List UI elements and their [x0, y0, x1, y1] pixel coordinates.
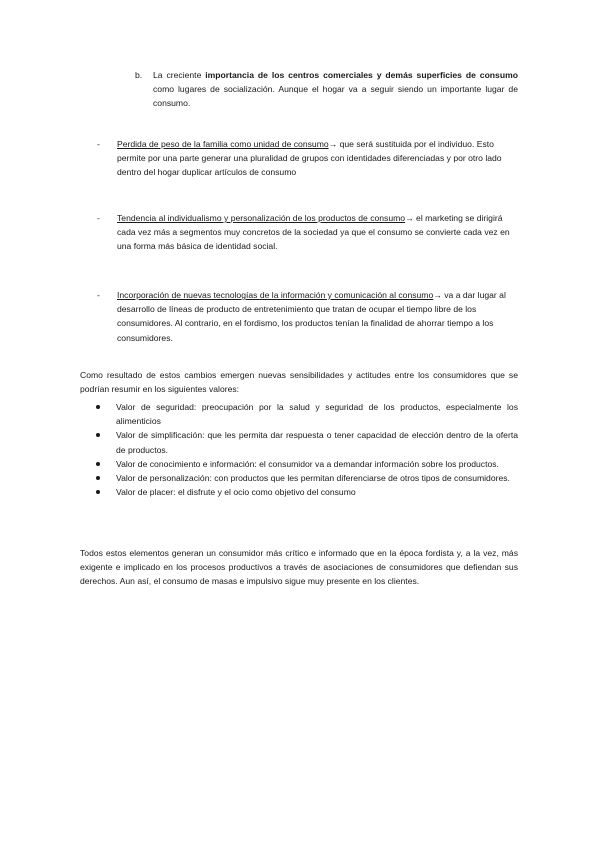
closing-paragraph: Todos estos elementos generan un consumidor más crítico e informado que en la época fordista y, a la vez, más exigente e implicado en los procesos productivos a través de asociaciones de consumidores que defiendan sus derechos. Aun así, el consumo de masas e impulsivo sigue muy presente en los clientes. — [80, 548, 518, 587]
bullet-icon — [96, 433, 100, 437]
bullet-icon — [96, 462, 100, 466]
dash-item-text — [117, 288, 519, 345]
arrow-icon: → — [433, 290, 442, 300]
list-item — [80, 471, 518, 485]
dash-item-text — [117, 137, 519, 180]
value-text: Valor de seguridad: preocupación por la salud y seguridad de los productos, especialmente los alimenticios — [116, 402, 518, 427]
dash-item-heading: Tendencia al individualismo y personalización de los productos de consumo — [117, 213, 406, 223]
item-b-pre: La creciente — [153, 70, 206, 80]
list-item-b-text — [153, 68, 518, 111]
dash-item-body: el marketing se dirigirá cada vez más a segmentos muy concretos de la sociedad ya que el consumo se convierte cada vez en una forma más básica de identidad social. — [117, 213, 510, 252]
bullet-icon — [96, 476, 100, 480]
dash-item-family — [97, 137, 519, 180]
value-text: Valor de simplificación: que les permita dar respuesta o tener capacidad de elección dentro de la oferta de productos. — [116, 430, 518, 455]
list-item — [80, 457, 518, 471]
dash-item-body: que será sustituida por el individuo. Esto permite por una parte generar una pluralidad de grupos con identidades diferenciadas y por otro lado dentro del hogar duplicar artículos de consumo — [117, 139, 502, 178]
dash-item-heading: Incorporación de nuevas tecnologías de la información y comunicación al consumo — [117, 290, 434, 300]
dash-item-technology — [97, 288, 519, 345]
value-text: Valor de placer: el disfrute y el ocio como objetivo del consumo — [116, 487, 356, 498]
arrow-icon: → — [405, 213, 414, 223]
dash-marker: - — [97, 290, 100, 300]
list-marker: b. — [135, 70, 143, 80]
item-b-bold: importancia de los centros comerciales y demás superficies de consumo — [205, 70, 518, 80]
dash-item-individualism — [97, 211, 519, 254]
dash-item-text — [117, 211, 519, 254]
bullet-icon — [96, 405, 100, 409]
value-text: Valor de personalización: con productos que les permitan diferenciarse de otros tipos de consumidores. — [116, 473, 510, 484]
list-item-b — [135, 68, 518, 111]
value-text: Valor de conocimiento e información: el consumidor va a demandar información sobre los productos. — [116, 458, 499, 469]
dash-item-body: va a dar lugar al desarrollo de líneas de producto de entretenimiento que tratan de ocupar el tiempo libre de los consumidores. Al contrario, en el fordismo, los productos tenían la finalidad de ahorrar tiempo a los consumidores. — [117, 290, 506, 343]
dash-marker: - — [97, 139, 100, 149]
values-list — [80, 400, 518, 499]
intro-paragraph: Como resultado de estos cambios emergen nuevas sensibilidades y actitudes entre los consumidores que se podrían resumir en los siguientes valores: — [80, 370, 518, 395]
dash-item-heading: Perdida de peso de la familia como unidad de consumo — [117, 139, 329, 149]
list-item — [80, 428, 518, 456]
list-item — [80, 485, 518, 499]
list-item — [80, 400, 518, 428]
item-b-post: como lugares de socialización. Aunque el hogar va a seguir siendo un importante lugar de consumo. — [153, 84, 518, 109]
bullet-icon — [96, 490, 100, 494]
dash-marker: - — [97, 213, 100, 223]
arrow-icon: → — [328, 139, 338, 149]
